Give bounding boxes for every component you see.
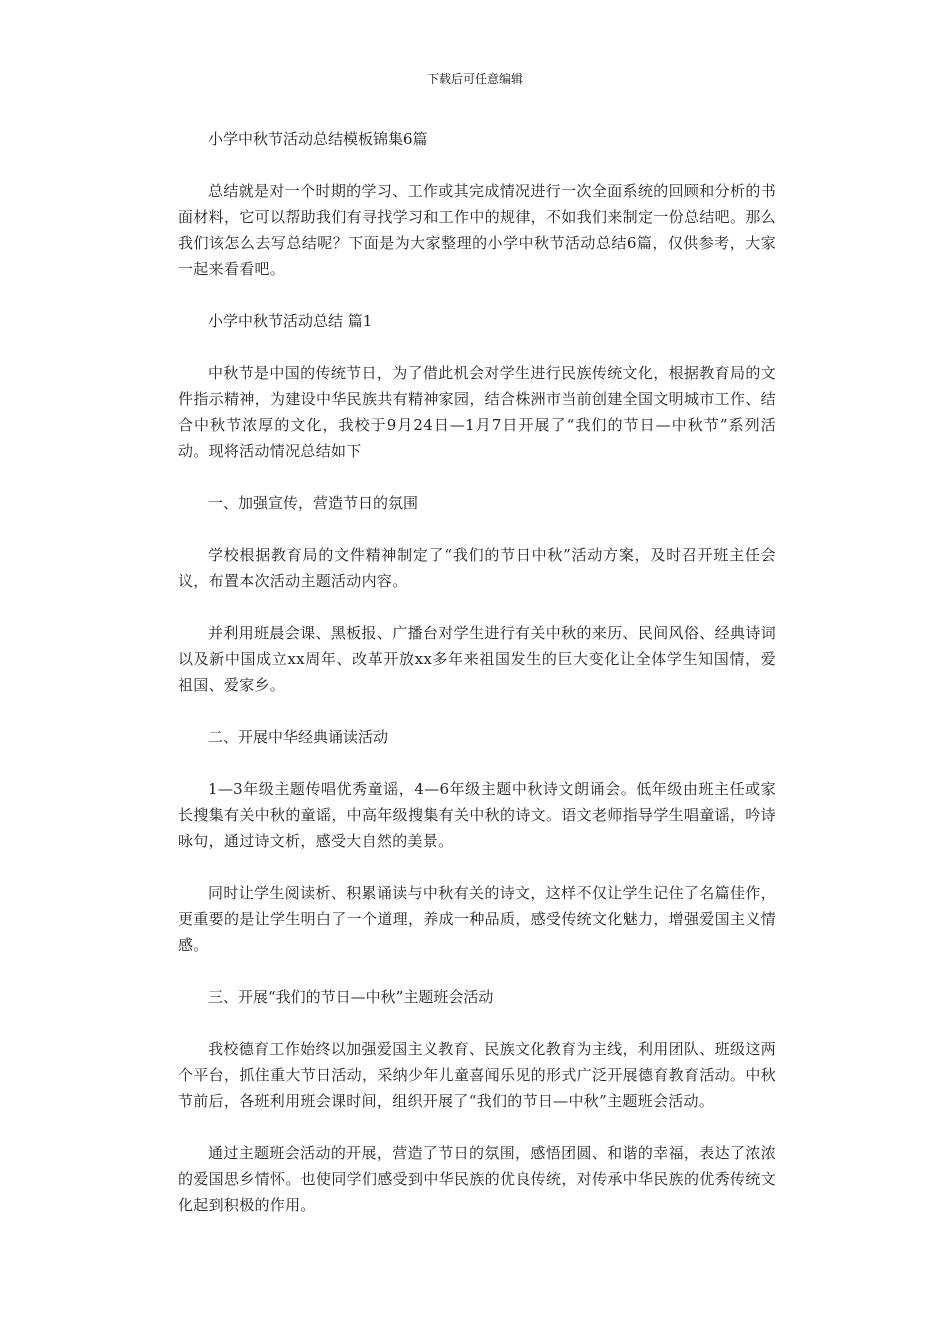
subheading-1: 一、加强宣传，营造节日的氛围 bbox=[208, 494, 419, 512]
intro-paragraph: 总结就是对一个时期的学习、工作或其完成情况进行一次全面系统的回顾和分析的书面材料，它可以帮助我们有寻找学习和工作中的规律，不如我们来制定一份总结吧。那么我们该怎么去写总结呢？下面是为大家整理的小学中秋节活动总结6篇，仅供参考，大家一起来看看吧。 bbox=[178, 182, 776, 278]
paragraph-3: 并利用班晨会课、黑板报、广播台对学生进行有关中秋的来历、民间风俗、经典诗词以及新中国成立xx周年、改革开放xx多年来祖国发生的巨大变化让全体学生知国情，爱祖国、爱家乡。 bbox=[178, 624, 776, 694]
header-note: 下载后可任意编辑 bbox=[426, 72, 523, 86]
subheading-2: 二、开展中华经典诵读活动 bbox=[208, 728, 389, 746]
document-title: 小学中秋节活动总结模板锦集6篇 bbox=[208, 130, 428, 148]
paragraph-1: 中秋节是中国的传统节日，为了借此机会对学生进行民族传统文化，根据教育局的文件指示精神，为建设中华民族共有精神家园，结合株洲市当前创建全国文明城市工作、结合中秋节浓厚的文化，我校于9月24日—1月7日开展了“我们的节日—中秋节”系列活动。现将活动情况总结如下 bbox=[178, 364, 776, 460]
subheading-3: 三、开展“我们的节日—中秋”主题班会活动 bbox=[208, 988, 494, 1006]
section-title: 小学中秋节活动总结 篇1 bbox=[208, 312, 373, 330]
paragraph-7: 通过主题班会活动的开展，营造了节日的氛围，感悟团圆、和谐的幸福，表达了浓浓的爱国思乡情怀。也使同学们感受到中华民族的优良传统，对传承中华民族的优秀传统文化起到积极的作用。 bbox=[178, 1144, 776, 1214]
paragraph-2: 学校根据教育局的文件精神制定了“我们的节日中秋”活动方案，及时召开班主任会议，布置本次活动主题活动内容。 bbox=[178, 546, 776, 590]
document-body bbox=[178, 126, 776, 1218]
paragraph-5: 同时让学生阅读析、积累诵读与中秋有关的诗文，这样不仅让学生记住了名篇佳作，更重要的是让学生明白了一个道理，养成一种品质，感受传统文化魅力，增强爱国主义情感。 bbox=[178, 884, 776, 954]
paragraph-6: 我校德育工作始终以加强爱国主义教育、民族文化教育为主线，利用团队、班级这两个平台，抓住重大节日活动，采纳少年儿童喜闻乐见的形式广泛开展德育教育活动。中秋节前后，各班利用班会课时间，组织开展了“我们的节日—中秋”主题班会活动。 bbox=[178, 1040, 776, 1110]
paragraph-4: 1—3年级主题传唱优秀童谣，4—6年级主题中秋诗文朗诵会。低年级由班主任或家长搜集有关中秋的童谣，中高年级搜集有关中秋的诗文。语文老师指导学生唱童谣，吟诗咏句，通过诗文析，感受大自然的美景。 bbox=[178, 780, 776, 850]
